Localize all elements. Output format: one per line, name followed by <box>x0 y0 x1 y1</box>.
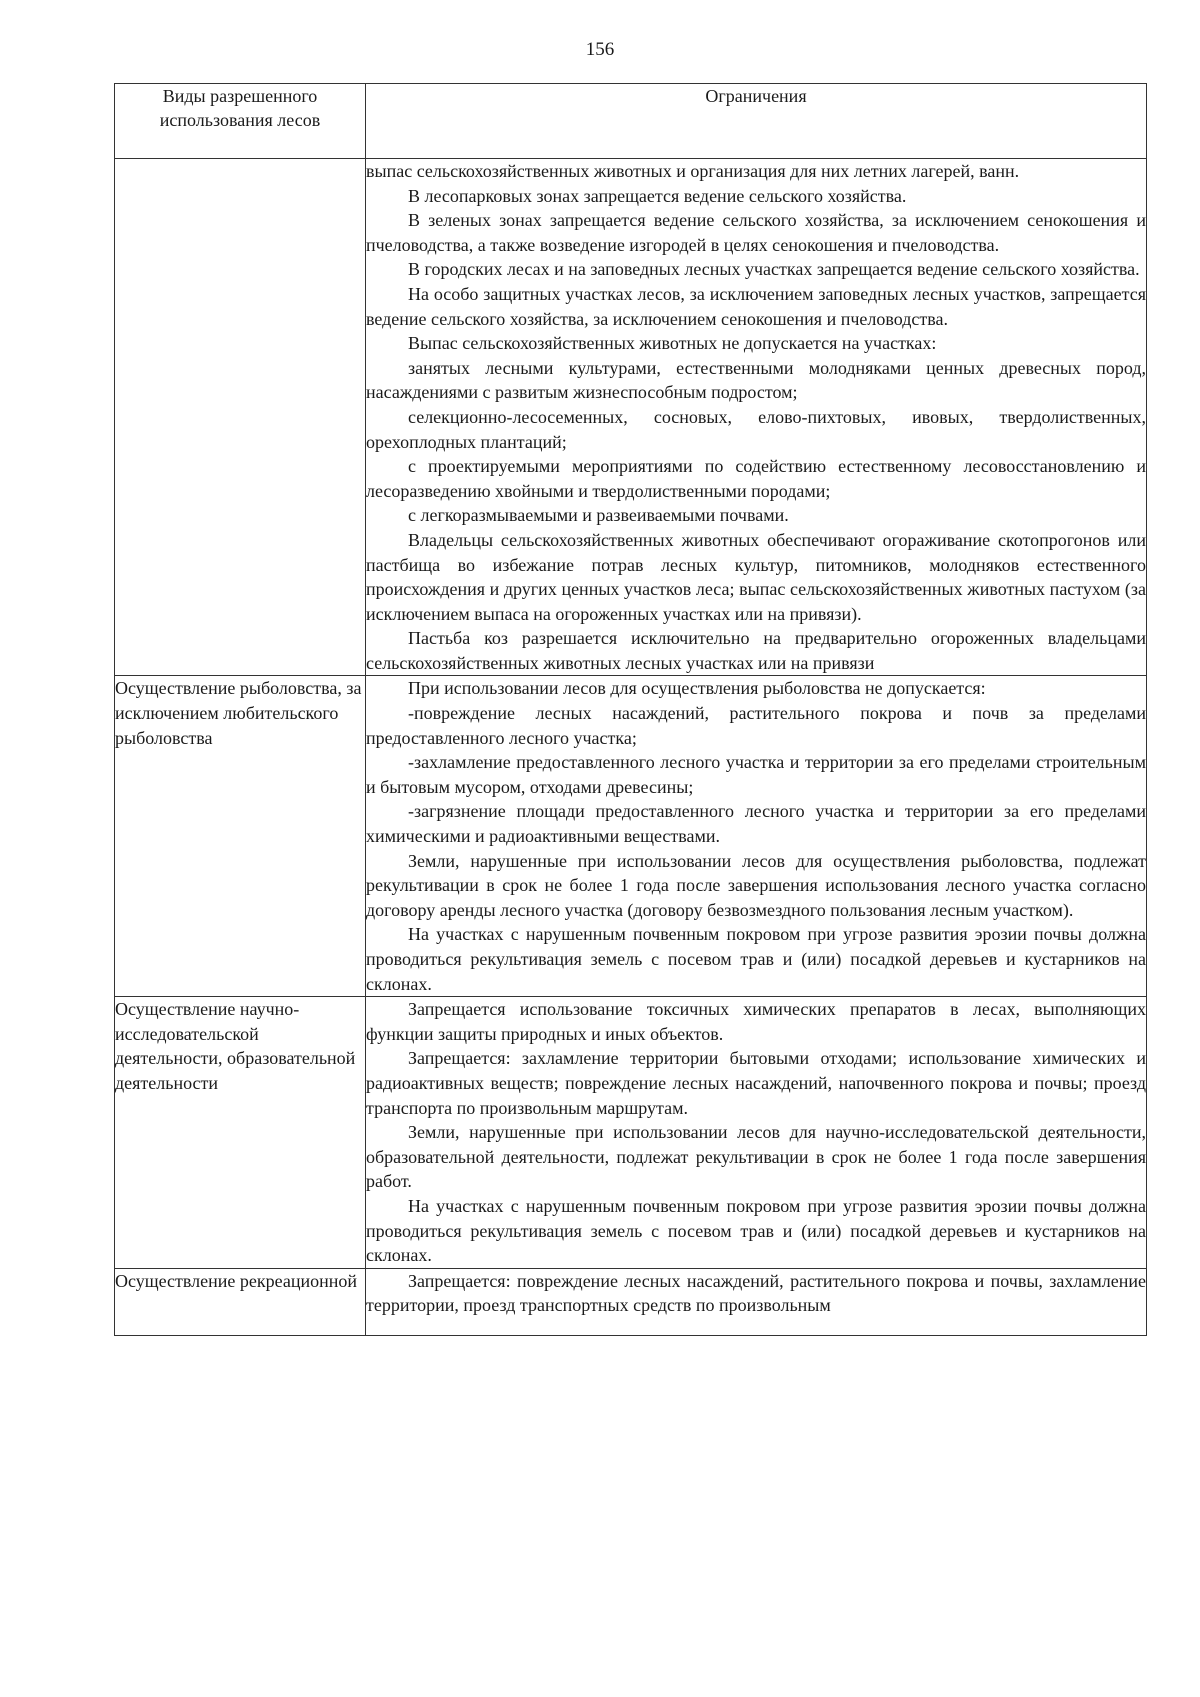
restriction-paragraph: -загрязнение площади предоставленного лесного участка и территории за его пределами химическими и радиоактивными веществами. <box>366 801 1146 847</box>
restriction-paragraph: Запрещается: захламление территории бытовыми отходами; использование химических и радиоактивных веществ; повреждение лесных насаждений, напочвенного покрова и почвы; проезд транспорта по произвольным маршрутам. <box>366 1048 1146 1118</box>
restriction-paragraph: Пастьба коз разрешается исключительно на предварительно огороженных владельцами сельскохозяйственных животных лесных участках или на привязи <box>366 628 1146 673</box>
table-header-row <box>115 84 1147 159</box>
restriction-paragraph: занятых лесными культурами, естественными молодняками ценных древесных пород, насаждениями с развитым жизнеспособным подростом; <box>366 357 1146 403</box>
restriction-paragraph: На участках с нарушенным почвенным покровом при угрозе развития эрозии почвы должна проводиться рекультивация земель с посевом трав и (или) посадкой деревьев и кустарников на склонах. <box>366 1195 1146 1266</box>
row-restrictions <box>366 676 1147 997</box>
table-body <box>115 159 1147 1336</box>
restriction-paragraph: Запрещается: повреждение лесных насаждений, растительного покрова и почвы, захламление территории, проезд транспортных средств по произвольным <box>366 1270 1146 1316</box>
row-category: Осуществление научно-исследовательской деятельности, образовательной деятельности <box>115 997 366 1269</box>
table-row <box>115 997 1147 1269</box>
restriction-paragraph: На особо защитных участках лесов, за исключением заповедных лесных участков, запрещается ведение сельского хозяйства, за исключением сенокошения и пчеловодства. <box>366 283 1146 329</box>
restriction-paragraph: выпас сельскохозяйственных животных и организация для них летних лагерей, ванн. <box>366 161 1020 181</box>
restriction-paragraph: В городских лесах и на заповедных лесных участках запрещается ведение сельского хозяйства. <box>408 259 1140 280</box>
restriction-paragraph: с легкоразмываемыми и развеиваемыми почвами. <box>408 505 789 526</box>
table-row <box>115 1268 1147 1335</box>
table-row <box>115 159 1147 676</box>
header-forest-use-types: Виды разрешенного использования лесов <box>115 84 366 159</box>
restriction-paragraph: На участках с нарушенным почвенным покровом при угрозе развития эрозии почвы должна проводиться рекультивация земель с посевом трав и (или) посадкой деревьев и кустарников на склонах. <box>366 924 1146 994</box>
restriction-paragraph: Владельцы сельскохозяйственных животных обеспечивают огораживание скотопрогонов или пастбища во избежание потрав лесных культур, питомников, молодняков естественного происхождения и других ценных участков леса; выпас сельскохозяйственных животных пастухом (за исключением выпаса на огороженных участках или на привязи). <box>366 529 1146 624</box>
restriction-paragraph: В зеленых зонах запрещается ведение сельского хозяйства, за исключением сенокошения и пчеловодства, а также возведение изгородей в целях сенокошения и пчеловодства. <box>366 210 1146 255</box>
restriction-paragraph: -захламление предоставленного лесного участка и территории за его пределами строительным и бытовым мусором, отходами древесины; <box>366 752 1146 797</box>
header-restrictions: Ограничения <box>366 84 1147 159</box>
restriction-paragraph: Выпас сельскохозяйственных животных не допускается на участках: <box>408 333 937 354</box>
restriction-paragraph: При использовании лесов для осуществления рыболовства не допускается: <box>408 678 986 699</box>
restriction-paragraph: В лесопарковых зонах запрещается ведение сельского хозяйства. <box>408 185 907 206</box>
row-category <box>115 159 366 676</box>
restriction-paragraph: с проектируемыми мероприятиями по содействию естественному лесовосстановлению и лесоразведению хвойными и твердолиственными породами; <box>366 456 1146 501</box>
row-category: Осуществление рекреационной <box>115 1268 366 1335</box>
restrictions-table <box>114 83 1147 1336</box>
row-category: Осуществление рыболовства, за исключением любительского рыболовства <box>115 676 366 997</box>
row-restrictions <box>366 1268 1147 1335</box>
row-restrictions <box>366 997 1147 1269</box>
restriction-paragraph: селекционно-лесосеменных, сосновых, елово-пихтовых, ивовых, твердолиственных, орехоплодных плантаций; <box>366 406 1146 452</box>
restriction-paragraph: Земли, нарушенные при использовании лесов для научно-исследовательской деятельности, образовательной деятельности, подлежат рекультивации в срок не более 1 года после завершения работ. <box>366 1122 1146 1192</box>
restriction-paragraph: -повреждение лесных насаждений, растительного покрова и почв за пределами предоставленного лесного участка; <box>366 703 1146 748</box>
restriction-text-continued <box>366 1269 1146 1319</box>
row-restrictions <box>366 159 1147 676</box>
page-number: 156 <box>585 39 615 60</box>
restriction-paragraph: Запрещается использование токсичных химических препаратов в лесах, выполняющих функции защиты природных и иных объектов. <box>366 999 1146 1044</box>
restriction-paragraph: Земли, нарушенные при использовании лесов для осуществления рыболовства, подлежат рекультивации в срок не более 1 года после завершения использования лесного участка согласно договору аренды лесного участка (договору безвозмездного пользования лесным участком). <box>366 850 1146 920</box>
table-row <box>115 676 1147 997</box>
